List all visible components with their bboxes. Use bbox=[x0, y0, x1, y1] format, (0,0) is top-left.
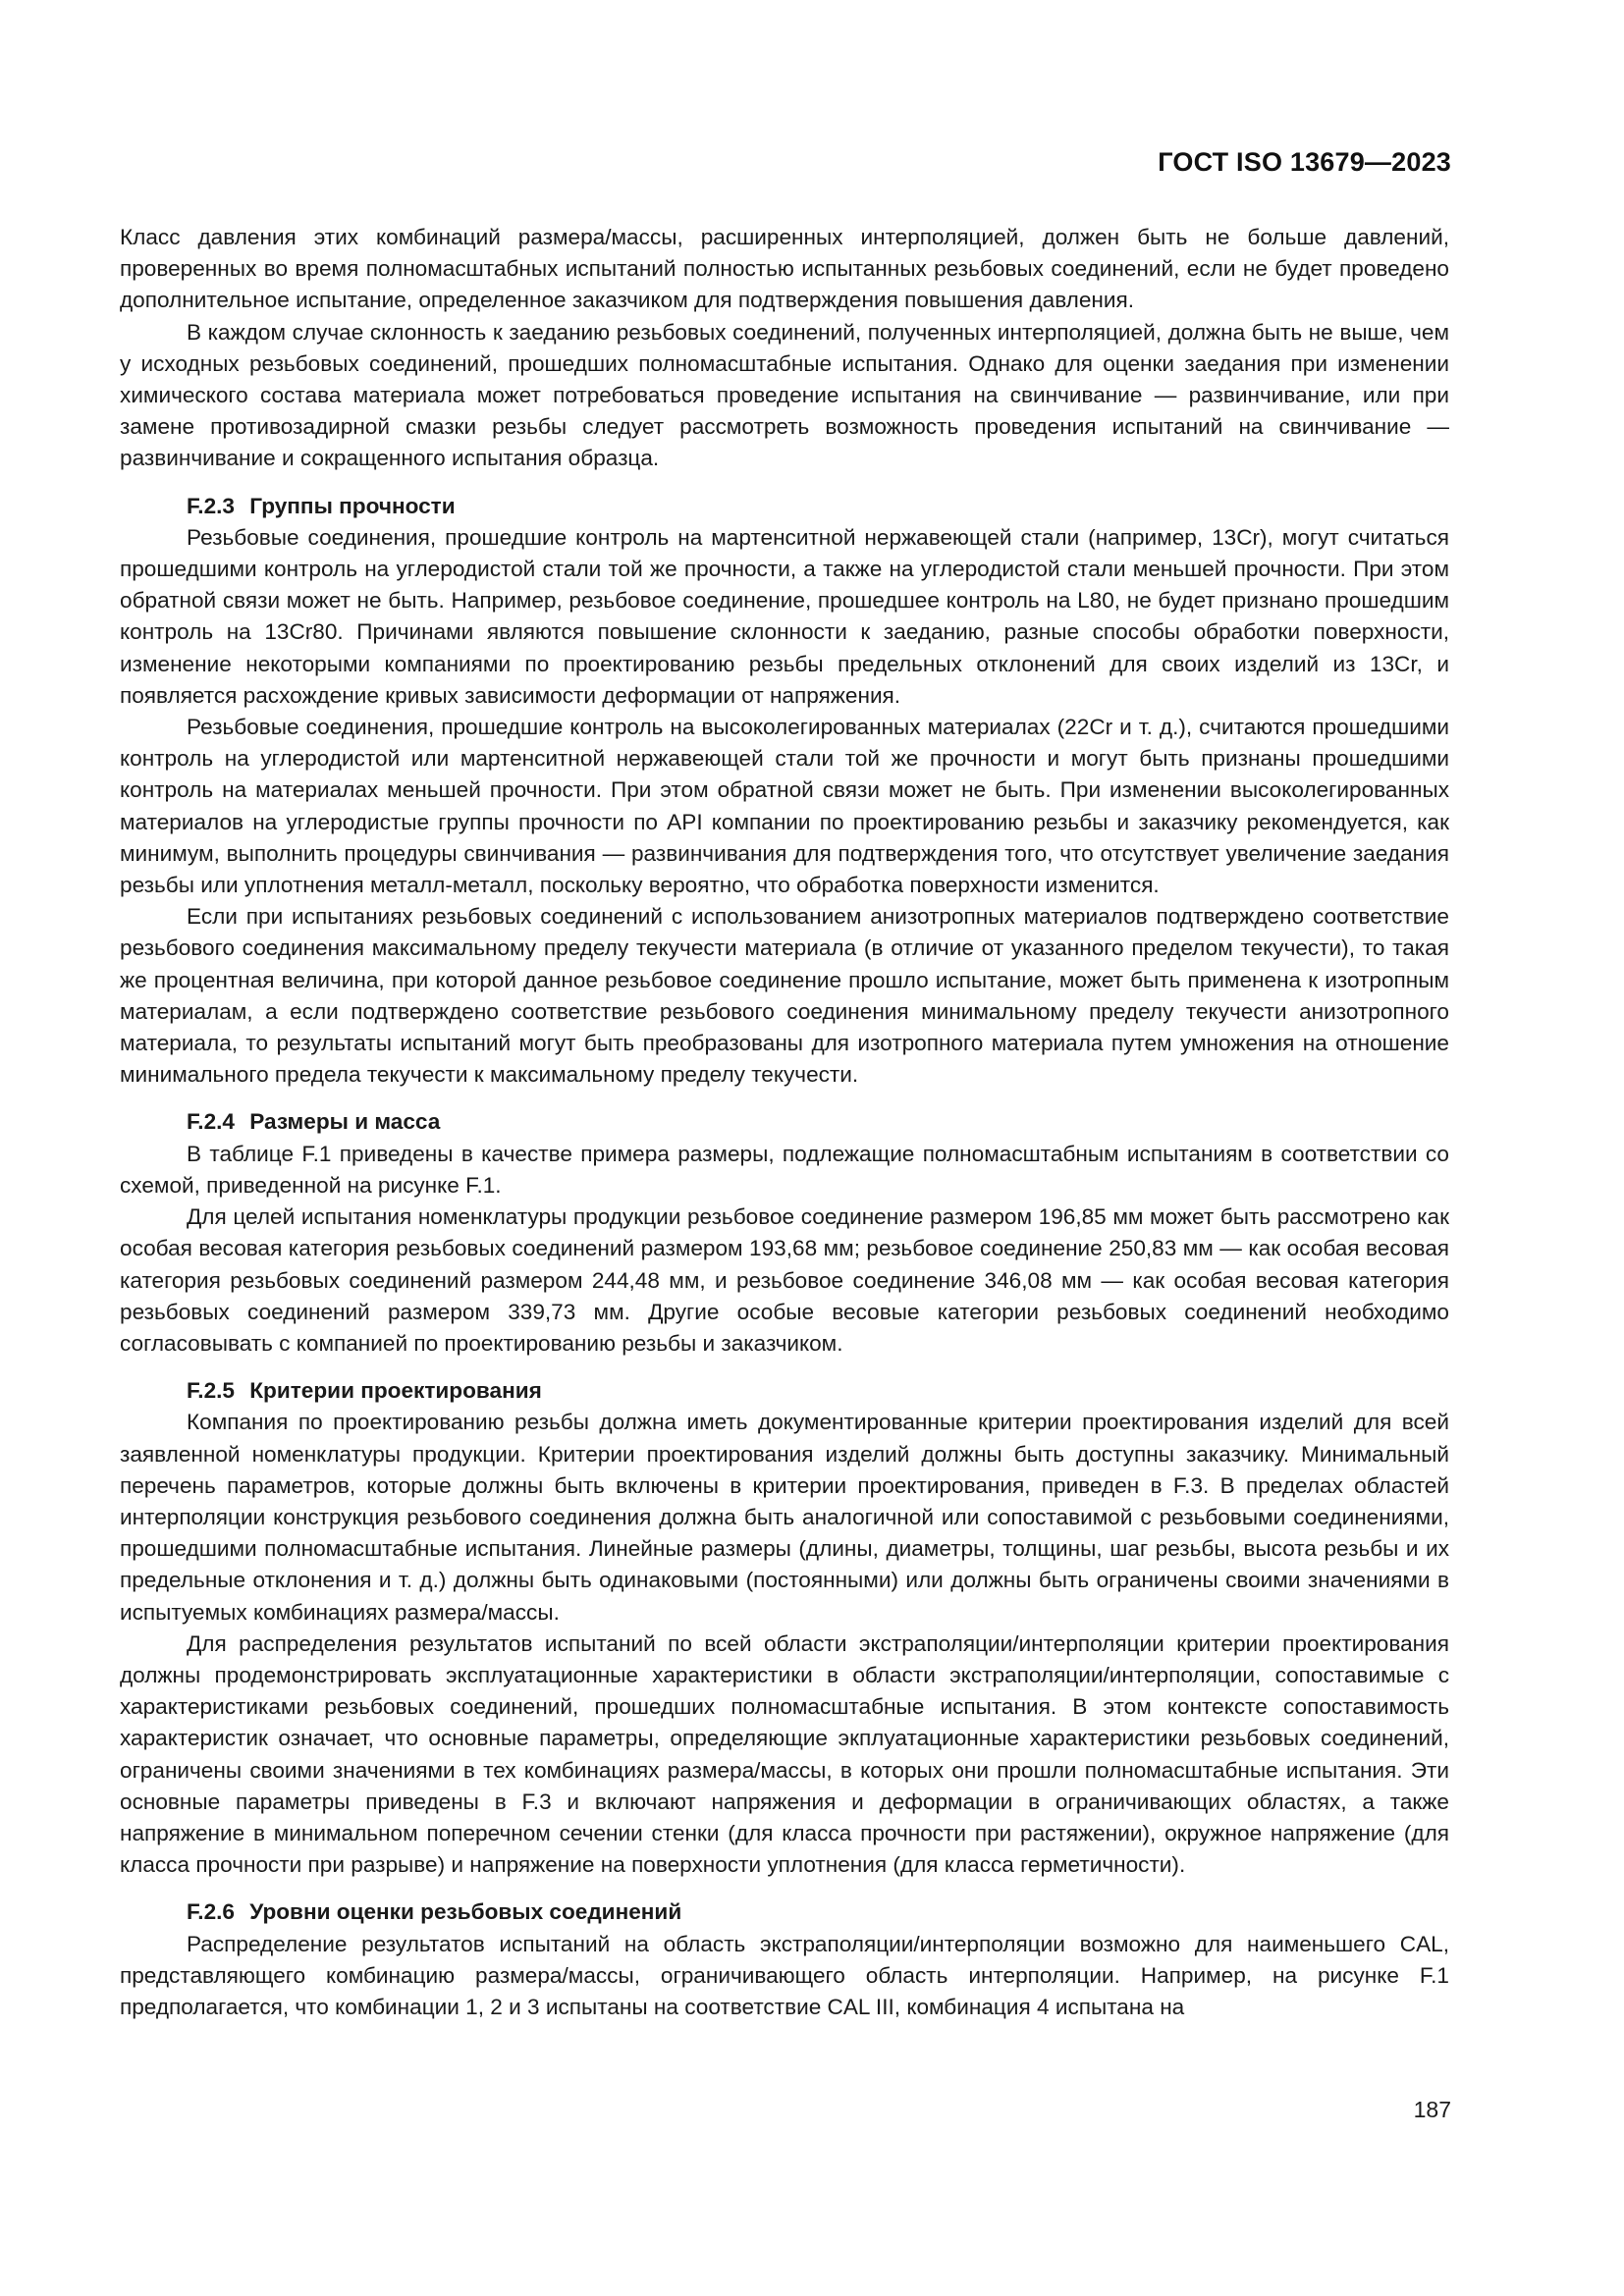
section-number: F.2.6 bbox=[187, 1899, 235, 1925]
section-title: Группы прочности bbox=[249, 493, 456, 518]
section-heading-f23 bbox=[120, 491, 1449, 522]
section-number: F.2.3 bbox=[187, 493, 235, 518]
document-standard-id: ГОСТ ISO 13679—2023 bbox=[1158, 147, 1451, 177]
section-heading-f25 bbox=[120, 1375, 1449, 1407]
intro-paragraph-2: В каждом случае склонность к заеданию резьбовых соединений, полученных интерполяцией, должна быть не выше, чем у исходных резьбовых соединений, прошедших полномасштабные испытания. Однако для оценки заедания при изменении химического состава материала может потребоваться проведение испытания на свинчивание — развинчивание, или при замене противозадирной смазки резьбы следует рассмотреть возможность проведения испытаний на свинчивание — развинчивание и сокращенного испытания образца. bbox=[120, 319, 1449, 471]
intro-paragraph-1: Класс давления этих комбинаций размера/массы, расширенных интерполяцией, должен быть не больше давлений, проверенных во время полномасштабных испытаний полностью испытанных резьбовых соединений, если не будет проведено дополнительное испытание, определенное заказчиком для подтверждения повышения давления. bbox=[120, 225, 1449, 313]
section-number: F.2.4 bbox=[187, 1109, 235, 1135]
section-title: Уровни оценки резьбовых соединений bbox=[249, 1899, 682, 1925]
section-heading-f24 bbox=[120, 1106, 1449, 1138]
section-f25-paragraph-1: Компания по проектированию резьбы должна иметь документированные критерии проектирования изделий для всей заявленной номенклатуры продукции. Критерии проектирования изделий должны быть доступны заказчику. Минимальный перечень параметров, которые должны быть включены в критерии проектирования, приведен в F.3. В пределах областей интерполяции конструкция резьбового соединения должна быть аналогичной или сопоставимой с резьбовыми соединениями, прошедшими полномасштабные испытания. Линейные размеры (длины, диаметры, толщины, шаг резьбы, высота резьбы и их предельные отклонения и т. д.) должны быть одинаковыми (постоянными) или должны быть ограничены своими значениями в испытуемых комбинациях размера/массы. bbox=[120, 1410, 1449, 1625]
page-number: 187 bbox=[1413, 2097, 1451, 2122]
section-f24-paragraph-1: В таблице F.1 приведены в качестве примера размеры, подлежащие полномасштабным испытаниям в соответствии со схемой, приведенной на рисунке F.1. bbox=[120, 1141, 1449, 1198]
section-number: F.2.5 bbox=[187, 1378, 235, 1404]
section-title: Размеры и масса bbox=[249, 1109, 441, 1135]
section-f26-paragraph-1: Распределение результатов испытаний на область экстраполяции/интерполяции возможно для наименьшего CAL, представляющего комбинацию размера/массы, ограничивающего область интерполяции. Например, на рисунке F.1 предполагается, что комбинации 1, 2 и 3 испытаны на соответствие CAL III, комбинация 4 испытана на bbox=[120, 1931, 1449, 2019]
section-title: Критерии проектирования bbox=[249, 1378, 542, 1404]
section-f23-paragraph-1: Резьбовые соединения, прошедшие контроль на мартенситной нержавеющей стали (например, 13Cr), могут считаться прошедшими контроль на углеродистой стали той же прочности, а также на углеродистой стали меньшей прочности. При этом обратной связи может не быть. Например, резьбовое соединение, прошедшее контроль на L80, не будет признано прошедшим контроль на 13Cr80. Причинами являются повышение склонности к заеданию, разные способы обработки поверхности, изменение некоторыми компаниями по проектированию резьбы предельных отклонений для своих изделий из 13Cr, и появляется расхождение кривых зависимости деформации от напряжения. bbox=[120, 524, 1449, 708]
section-f23-paragraph-2: Резьбовые соединения, прошедшие контроль на высоколегированных материалах (22Cr и т. д.), считаются прошедшими контроль на углеродистой или мартенситной нержавеющей стали той же прочности и могут быть признаны прошедшими контроль на материалах меньшей прочности. При этом обратной связи может не быть. При изменении высоколегированных материалов на углеродистые группы прочности по API компании по проектированию резьбы и заказчику рекомендуется, как минимум, выполнить процедуры свинчивания — развинчивания для подтверждения того, что отсутствует увеличение заедания резьбы или уплотнения металл-металл, поскольку вероятно, что обработка поверхности изменится. bbox=[120, 715, 1449, 898]
section-heading-f26 bbox=[120, 1896, 1449, 1928]
page-body bbox=[120, 222, 1449, 2023]
section-f24-paragraph-2: Для целей испытания номенклатуры продукции резьбовое соединение размером 196,85 мм может быть рассмотрено как особая весовая категория резьбовых соединений размером 193,68 мм; резьбовое соединение 250,83 мм — как особая весовая категория резьбовых соединений размером 244,48 мм, и резьбовое соединение 346,08 мм — как особая весовая категория резьбовых соединений размером 339,73 мм. Другие особые весовые категории резьбовых соединений необходимо согласовывать с компанией по проектированию резьбы и заказчиком. bbox=[120, 1204, 1449, 1356]
section-f25-paragraph-2: Для распределения результатов испытаний по всей области экстраполяции/интерполяции критерии проектирования должны продемонстрировать эксплуатационные характеристики в области экстраполяции/интерполяции, сопоставимые с характеристиками резьбовых соединений, прошедших полномасштабные испытания. В этом контексте сопоставимость характеристик означает, что основные параметры, определяющие экплуатационные характеристики резьбовых соединений, ограничены своими значениями в тех комбинациях размера/массы, в которых они прошли полномасштабные испытания. Эти основные параметры приведены в F.3 и включают напряжения и деформации в ограничивающих областях, а также напряжение в минимальном поперечном сечении стенки (для класса прочности при растяжении), окружное напряжение (для класса прочности при разрыве) и напряжение на поверхности уплотнения (для класса герметичности). bbox=[120, 1630, 1449, 1878]
section-f23-paragraph-3: Если при испытаниях резьбовых соединений с использованием анизотропных материалов подтверждено соответствие резьбового соединения максимальному пределу текучести материала (в отличие от указанного пределом текучести), то такая же процентная величина, при которой данное резьбовое соединение прошло испытание, может быть применена к изотропным материалам, а если подтверждено соответствие резьбового соединения минимальному пределу текучести анизотропного материала, то результаты испытаний могут быть преобразованы для изотропного материала путем умножения на отношение минимального предела текучести к максимальному пределу текучести. bbox=[120, 904, 1449, 1088]
